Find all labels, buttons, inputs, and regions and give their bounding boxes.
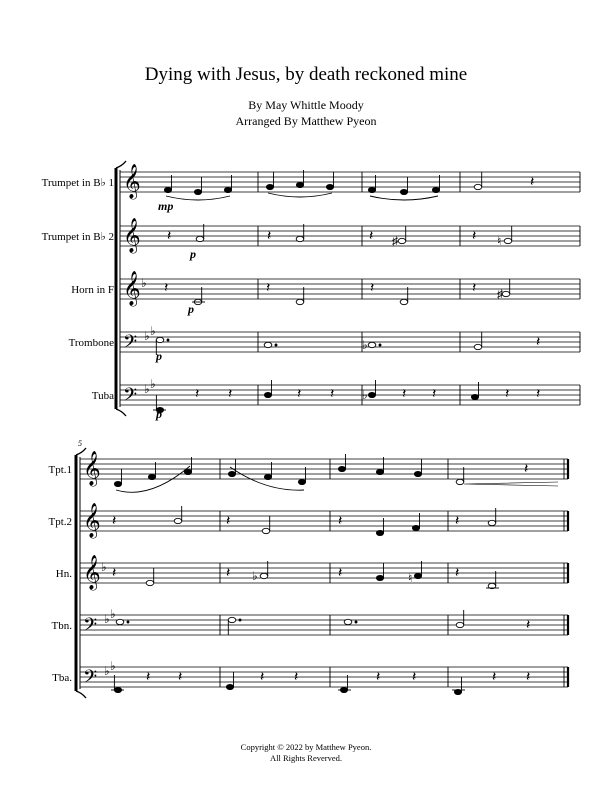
dynamic-marking: mp [158,199,174,213]
rests-system-1 [164,175,540,402]
instrument-abbrev: Hn. [55,568,72,580]
svg-text:♭: ♭ [144,382,150,396]
svg-text:♭: ♭ [362,388,368,402]
treble-clef-icon: 𝄞 [83,504,101,537]
treble-clef-icon: 𝄞 [123,165,141,198]
svg-text:𝄽: 𝄽 [526,670,531,685]
svg-text:♭: ♭ [362,338,368,352]
instrument-abbrev: Tpt.1 [48,464,72,476]
dynamic-marking: p [156,407,162,421]
treble-clef-icon: 𝄞 [83,452,101,485]
svg-text:𝄽: 𝄽 [112,566,117,581]
svg-text:𝄽: 𝄽 [330,387,335,402]
instrument-label: Trumpet in B♭ 2 [41,231,114,243]
bass-clef-icon: 𝄢 [83,666,98,691]
accidentals-2 [252,569,412,585]
svg-text:♯: ♯ [392,234,398,248]
svg-text:𝄽: 𝄽 [195,387,200,402]
svg-text:𝄽: 𝄽 [297,387,302,402]
instrument-abbrev: Tbn. [51,620,72,632]
dynamic-marking: p [190,247,196,261]
svg-text:𝄽: 𝄽 [530,175,535,190]
svg-text:♭: ♭ [104,664,110,678]
accidentals-1 [362,234,503,402]
instrument-label: Tuba [91,390,114,402]
staff-lines-1 [120,172,580,405]
composer-credit: By May Whittle Moody [248,98,364,112]
bass-clef-icon: 𝄢 [123,331,138,356]
svg-text:𝄽: 𝄽 [164,281,169,296]
svg-text:𝄽: 𝄽 [505,387,510,402]
svg-text:𝄽: 𝄽 [472,229,477,244]
svg-text:♭: ♭ [252,569,258,583]
svg-text:𝄽: 𝄽 [370,281,375,296]
svg-text:♭: ♭ [150,377,156,391]
svg-text:𝄽: 𝄽 [294,670,299,685]
svg-text:♭: ♭ [144,329,150,343]
bass-clef-icon: 𝄢 [123,384,138,409]
svg-text:♯: ♯ [497,287,503,301]
barlines-1 [258,172,580,405]
svg-text:𝄽: 𝄽 [402,387,407,402]
svg-text:𝄽: 𝄽 [167,229,172,244]
svg-text:𝄽: 𝄽 [228,387,233,402]
svg-text:♭: ♭ [110,607,116,621]
svg-text:𝄽: 𝄽 [146,670,151,685]
svg-text:𝄽: 𝄽 [226,514,231,529]
clefs-2 [83,451,101,691]
treble-clef-icon: 𝄞 [123,219,141,252]
copyright-line: Copyright © 2022 by Matthew Pyeon. [240,742,372,752]
rests-system-2 [112,462,530,685]
arranger-credit: Arranged By Matthew Pyeon [235,114,377,128]
instrument-label: Trumpet in B♭ 1 [41,177,114,189]
notes-system-2 [111,454,558,695]
instrument-abbrev: Tba. [52,672,72,684]
svg-text:𝄽: 𝄽 [369,229,374,244]
svg-text:𝄽: 𝄽 [524,462,529,477]
svg-text:♭: ♭ [141,276,147,290]
instrument-label: Trombone [68,337,114,349]
svg-text:♭: ♭ [101,560,107,574]
instrument-abbrev: Tpt.2 [48,516,72,528]
svg-text:𝄽: 𝄽 [112,514,117,529]
svg-text:♮: ♮ [497,234,502,248]
svg-text:𝄽: 𝄽 [526,618,531,633]
treble-clef-icon: 𝄞 [123,272,141,305]
svg-text:𝄽: 𝄽 [338,566,343,581]
svg-text:♭: ♭ [150,324,156,338]
svg-text:𝄽: 𝄽 [455,566,460,581]
measure-number: 5 [78,439,82,448]
dynamic-marking: p [156,349,162,363]
bass-clef-icon: 𝄢 [83,614,98,639]
svg-text:𝄽: 𝄽 [226,566,231,581]
svg-text:𝄽: 𝄽 [338,514,343,529]
treble-clef-icon: 𝄞 [83,556,101,589]
dynamics [155,199,196,421]
rights-line: All Rights Reverved. [269,753,342,763]
svg-text:♭: ♭ [110,659,116,673]
svg-text:𝄽: 𝄽 [492,670,497,685]
svg-text:𝄽: 𝄽 [536,387,541,402]
svg-text:𝄽: 𝄽 [260,670,265,685]
svg-text:𝄽: 𝄽 [472,281,477,296]
svg-text:𝄽: 𝄽 [178,670,183,685]
svg-text:𝄽: 𝄽 [536,335,541,350]
svg-text:♮: ♮ [408,571,413,585]
staff-lines-2 [80,459,568,687]
svg-text:𝄽: 𝄽 [266,281,271,296]
clefs-1 [123,164,141,409]
instrument-label: Horn in F [71,284,114,296]
svg-text:♭: ♭ [104,612,110,626]
svg-text:𝄽: 𝄽 [267,229,272,244]
svg-text:𝄽: 𝄽 [376,670,381,685]
dynamic-marking: p [188,302,194,316]
svg-text:𝄽: 𝄽 [412,670,417,685]
notes-system-1 [153,170,512,413]
system-2 [76,448,568,698]
svg-text:𝄽: 𝄽 [432,387,437,402]
score-title: Dying with Jesus, by death reckoned mine [144,64,468,85]
svg-text:𝄽: 𝄽 [455,514,460,529]
instrument-labels [41,177,117,684]
